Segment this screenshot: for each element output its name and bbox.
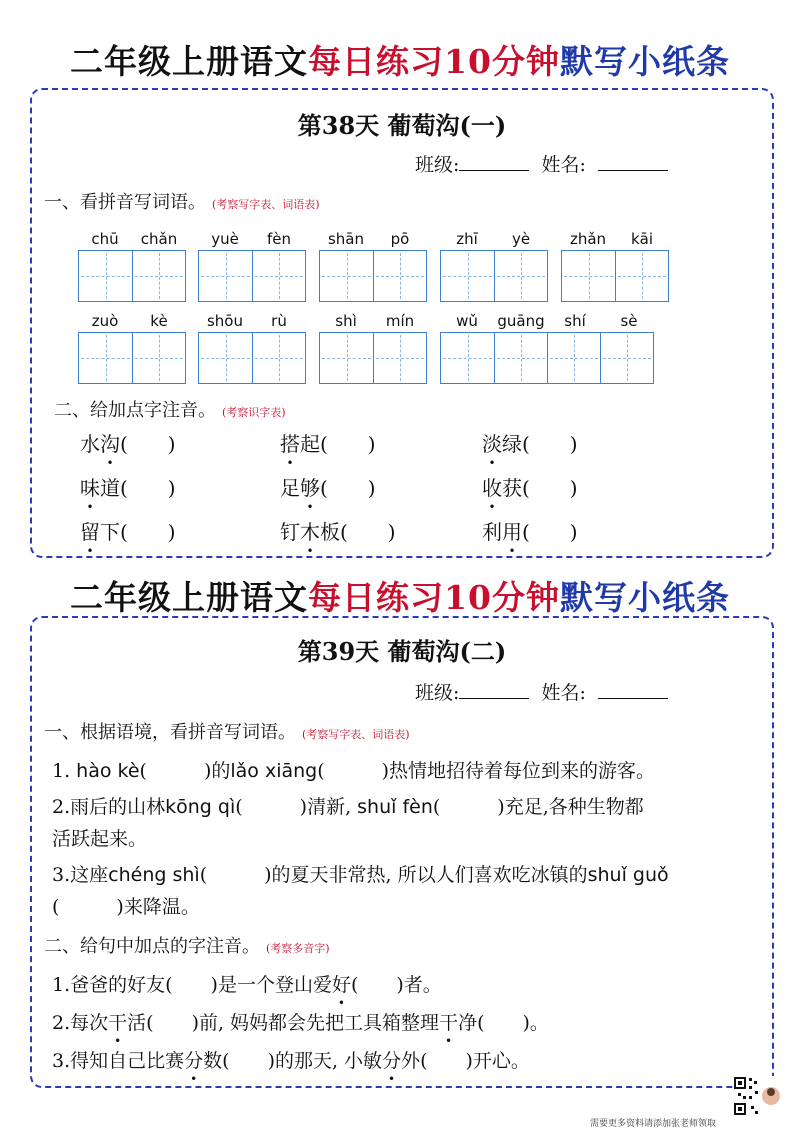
answer-paren: ( ) <box>320 476 376 500</box>
word-item <box>482 472 578 501</box>
dotted-char: 好 <box>331 974 351 996</box>
answer-paren: 绿( ) <box>502 432 578 456</box>
footer-note: 需要更多资料请添加张老师领取 <box>590 1119 717 1129</box>
pinyin: guāng <box>497 312 545 330</box>
pinyin: shuǐ guǒ <box>587 864 669 886</box>
class-label: 班级: <box>415 682 460 704</box>
writing-grid[interactable] <box>319 332 427 384</box>
pinyin: kè <box>150 312 168 330</box>
pinyin: fèn <box>266 230 292 248</box>
q-num: 1. <box>52 760 77 782</box>
char: 利 <box>482 520 502 544</box>
dotted-char: 搭 <box>280 432 300 456</box>
banner-part1: 二年级上册语文 <box>70 42 309 81</box>
pinyin: kāi <box>630 230 654 248</box>
word-item <box>280 428 376 457</box>
dotted-char: 够 <box>300 476 320 500</box>
q-text: ( )的 <box>139 760 231 782</box>
name-input-line[interactable] <box>598 682 668 699</box>
pinyin: wǔ <box>456 312 478 330</box>
section2-text: 二、给加点字注音。 <box>54 400 216 421</box>
banner-part1: 二年级上册语文 <box>70 578 309 617</box>
dotted-char: 干 <box>108 1012 128 1034</box>
question-2-cont: 活跃起来。 <box>52 828 148 850</box>
q-text: ( )充足,各种生物都 <box>432 796 644 818</box>
section2-text: 二、给句中加点的字注音。 <box>44 936 260 957</box>
pinyin: chū <box>91 230 119 248</box>
writing-grid[interactable] <box>198 250 306 302</box>
pinyin: chǎn <box>140 230 178 248</box>
worksheet-day39 <box>30 616 774 1088</box>
pinyin: shí <box>564 312 586 330</box>
day38-class-name-line <box>415 150 668 177</box>
s-text: 数( )的那天, 小敏 <box>203 1050 383 1072</box>
answer-paren: ( ) <box>522 520 578 544</box>
day38-section2-heading <box>54 396 286 422</box>
sentence-2 <box>52 1008 549 1035</box>
pinyin: pō <box>390 230 410 248</box>
day39-section1-heading <box>44 718 410 744</box>
pinyin: rù <box>271 312 287 330</box>
section1-text: 一、看拼音写词语。 <box>44 192 206 213</box>
s-text: 3.得知自己比赛 <box>52 1050 185 1072</box>
class-label: 班级: <box>415 154 460 176</box>
day39-title: 第39天 葡萄沟(二) <box>297 637 507 666</box>
pinyin: chéng shì <box>108 864 200 886</box>
banner-part2: 每日练习10分钟 <box>308 578 560 617</box>
writing-grid[interactable] <box>198 332 306 384</box>
answer-paren: 获( ) <box>502 476 578 500</box>
word-item <box>482 428 578 457</box>
banner-top <box>0 36 800 83</box>
name-label: 姓名: <box>541 682 586 704</box>
name-label: 姓名: <box>541 154 586 176</box>
s-text: 外( )开心。 <box>401 1050 530 1072</box>
pinyin: sè <box>620 312 638 330</box>
day39-class-name-line <box>415 678 668 705</box>
pinyin: yè <box>511 230 531 248</box>
section2-note: (考察多音字) <box>266 942 330 955</box>
char: 水 <box>80 432 100 456</box>
banner-part3: 默写小纸条 <box>559 578 730 617</box>
char: 足 <box>280 476 300 500</box>
sentence-1 <box>52 970 442 997</box>
writing-grid[interactable] <box>78 332 186 384</box>
dotted-char: 用 <box>502 520 522 544</box>
pinyin: mín <box>385 312 415 330</box>
pinyin: shuǐ fèn <box>357 796 433 818</box>
q-text: ( )清新, <box>235 796 358 818</box>
dotted-char: 沟 <box>100 432 120 456</box>
pinyin: lǎo xiāng <box>230 760 318 782</box>
banner-part2: 每日练习10分钟 <box>308 42 560 81</box>
name-input-line[interactable] <box>598 154 668 171</box>
dotted-char: 淡 <box>482 432 502 456</box>
word-item <box>80 428 176 457</box>
question-3-cont: ( )来降温。 <box>52 896 200 918</box>
word-item <box>80 516 176 545</box>
dotted-char: 收 <box>482 476 502 500</box>
section2-note: (考察识字表) <box>222 406 286 419</box>
writing-grid[interactable] <box>440 250 548 302</box>
word-item <box>80 472 176 501</box>
question-2 <box>52 792 644 819</box>
s-text: 友( )是一个登山爱 <box>146 974 332 996</box>
dotted-char: 留 <box>80 520 100 544</box>
dotted-char: 干 <box>439 1012 459 1034</box>
section1-note: (考察写字表、词语表) <box>302 728 410 741</box>
pinyin: shì <box>335 312 357 330</box>
pinyin: zhǎn <box>569 230 607 248</box>
q-text: ( )热情地招待着每位到来的游客。 <box>317 760 656 782</box>
dotted-char: 分 <box>184 1050 204 1072</box>
worksheet-day38 <box>30 88 774 558</box>
pinyin: kōng qì <box>165 796 236 818</box>
pinyin: shān <box>327 230 365 248</box>
s-text: 净( )。 <box>458 1012 549 1034</box>
sentence-3 <box>52 1046 530 1073</box>
pinyin: shōu <box>206 312 243 330</box>
writing-grid[interactable] <box>561 250 669 302</box>
banner-middle <box>0 572 800 619</box>
dotted-char: 木 <box>300 520 320 544</box>
q-text: ( )的夏天非常热, 所以人们喜欢吃冰镇的 <box>199 864 588 886</box>
section1-note: (考察写字表、词语表) <box>212 198 320 211</box>
s-text: 1.爸爸的好 <box>52 974 147 996</box>
class-input-line[interactable] <box>459 154 529 171</box>
char: 钉 <box>280 520 300 544</box>
writing-grid[interactable] <box>319 250 427 302</box>
s-text: 活( )前, 妈妈都会先把工具箱整理 <box>127 1012 440 1034</box>
question-3 <box>52 860 669 887</box>
s-text: 2.每次 <box>52 1012 109 1034</box>
day38-title: 第38天 葡萄沟(一) <box>297 111 507 140</box>
class-input-line[interactable] <box>459 682 529 699</box>
dotted-char: 分 <box>382 1050 402 1072</box>
s-text: ( )者。 <box>350 974 442 996</box>
writing-grid[interactable] <box>78 250 186 302</box>
word-item <box>482 516 578 545</box>
pinyin: zuò <box>91 312 119 330</box>
word-item <box>280 472 376 501</box>
answer-paren: 起( ) <box>300 432 376 456</box>
answer-paren: 道( ) <box>100 476 176 500</box>
banner-part3: 默写小纸条 <box>559 42 730 81</box>
pinyin: yuè <box>211 230 239 248</box>
answer-paren: 下( ) <box>100 520 176 544</box>
q-num: 2.雨后的山林 <box>52 796 166 818</box>
pinyin: zhī <box>456 230 478 248</box>
answer-paren: ( ) <box>120 432 176 456</box>
day38-section1-heading <box>44 188 320 214</box>
q-num: 3.这座 <box>52 864 109 886</box>
writing-grid[interactable] <box>440 332 654 384</box>
question-1 <box>52 756 655 783</box>
day39-section2-heading <box>44 932 330 958</box>
qr-code-icon <box>733 1076 781 1116</box>
section1-text: 一、根据语境，看拼音写词语。 <box>44 722 296 743</box>
word-item <box>280 516 396 545</box>
dotted-char: 味 <box>80 476 100 500</box>
pinyin: hào kè <box>76 760 140 782</box>
answer-paren: 板( ) <box>320 520 396 544</box>
